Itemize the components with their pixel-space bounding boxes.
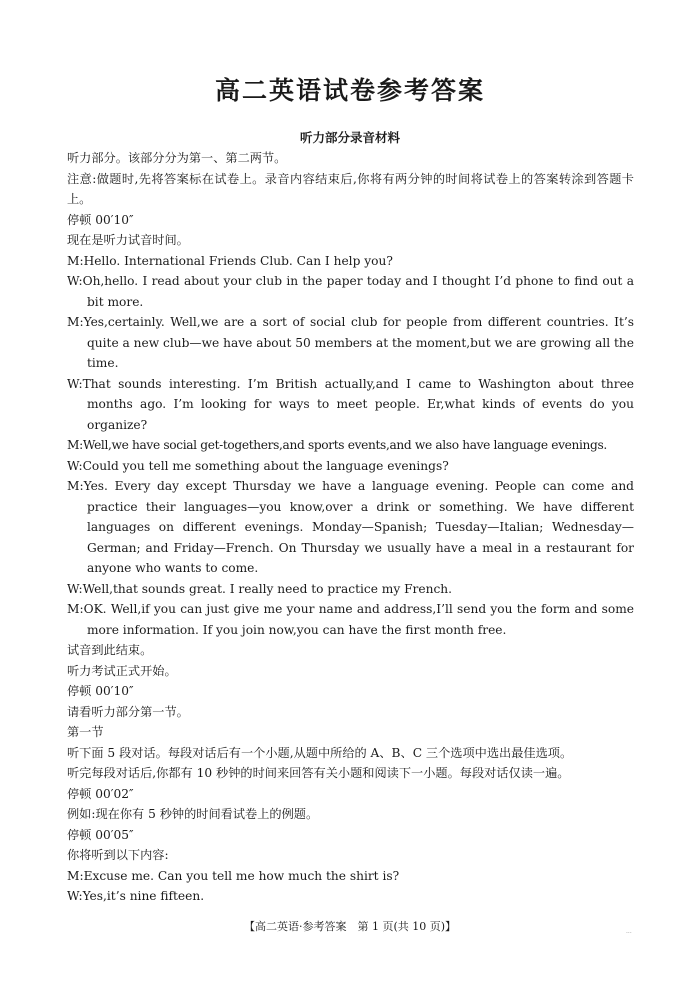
dialogue-line: M:Well,we have social get-togethers,and sports events,and we also have language evenings. bbox=[67, 438, 607, 452]
section-instruction-line: 请看听力部分第一节。 bbox=[67, 704, 189, 719]
document-title: 高二英语试卷参考答案 bbox=[214, 76, 485, 105]
transcript-body bbox=[67, 148, 634, 907]
page-footer: 【高二英语·参考答案 第 1 页(共 10 页)】 bbox=[243, 920, 457, 933]
exam-start-line: 听力考试正式开始。 bbox=[67, 663, 177, 678]
intro-line: 听力部分。该部分分为第一、第二两节。 bbox=[67, 151, 287, 165]
example-line: 例如:现在你有 5 秒钟的时间看试卷上的例题。 bbox=[67, 807, 319, 821]
pause-marker: 停顿 00′10″ bbox=[67, 212, 134, 227]
dialogue-line: M:Yes,certainly. Well,we are a sort of social club for people from different countries. It’s quite a new club—we have about 50 members at the moment,but we are growing all the time. bbox=[67, 315, 634, 370]
dialogue-line: W:Could you tell me something about the language evenings? bbox=[67, 458, 449, 473]
dialogue-line: M:Excuse me. Can you tell me how much the shirt is? bbox=[67, 868, 400, 883]
dialogue-line: M:Hello. International Friends Club. Can I help you? bbox=[67, 253, 393, 268]
sound-check-end-line: 试音到此结束。 bbox=[67, 643, 153, 657]
instruction-line: 听下面 5 段对话。每段对话后有一个小题,从题中所给的 A、B、C 三个选项中选出最佳选项。 bbox=[67, 745, 573, 760]
dialogue-line: M:Yes. Every day except Thursday we have a language evening. People can come and practice their languages—you know,over a drink or something. We have different languages on different evenings. Monday—Spanish; Tuesday—Italian; Wednesday—German; and Friday—French. On Thursday we usually have a meal in a restaurant for anyone who wants to come. bbox=[67, 479, 634, 575]
dialogue-line: W:Yes,it’s nine fifteen. bbox=[67, 889, 205, 903]
instruction-line: 你将听到以下内容: bbox=[67, 848, 169, 862]
instruction-line: 听完每段对话后,你都有 10 秒钟的时间来回答有关小题和阅读下一小题。每段对话仅读一遍。 bbox=[67, 766, 570, 780]
pause-marker: 停顿 00′02″ bbox=[67, 786, 134, 801]
dialogue-line: W:Well,that sounds great. I really need to practice my French. bbox=[67, 581, 452, 596]
section-heading: 第一节 bbox=[67, 725, 104, 739]
section-subtitle: 听力部分录音材料 bbox=[299, 130, 400, 145]
dialogue-line: W:Oh,hello. I read about your club in the paper today and I thought I’d phone to find out a bit more. bbox=[67, 274, 634, 309]
notice-paragraph: 注意:做题时,先将答案标在试卷上。录音内容结束后,你将有两分钟的时间将试卷上的答案转涂到答题卡上。 bbox=[67, 171, 634, 206]
dialogue-line: W:That sounds interesting. I’m British actually,and I came to Washington about three months ago. I’m looking for ways to meet people. Er,what kinds of events do you organize? bbox=[67, 376, 634, 432]
pause-marker: 停顿 00′05″ bbox=[67, 827, 134, 842]
pause-marker: 停顿 00′10″ bbox=[67, 684, 134, 698]
dialogue-line: M:OK. Well,if you can just give me your name and address,I’ll send you the form and some more information. If you join now,you can have the first month free. bbox=[67, 602, 634, 637]
sound-check-line: 现在是听力试音时间。 bbox=[67, 233, 189, 247]
corner-mark: ... bbox=[626, 928, 632, 935]
